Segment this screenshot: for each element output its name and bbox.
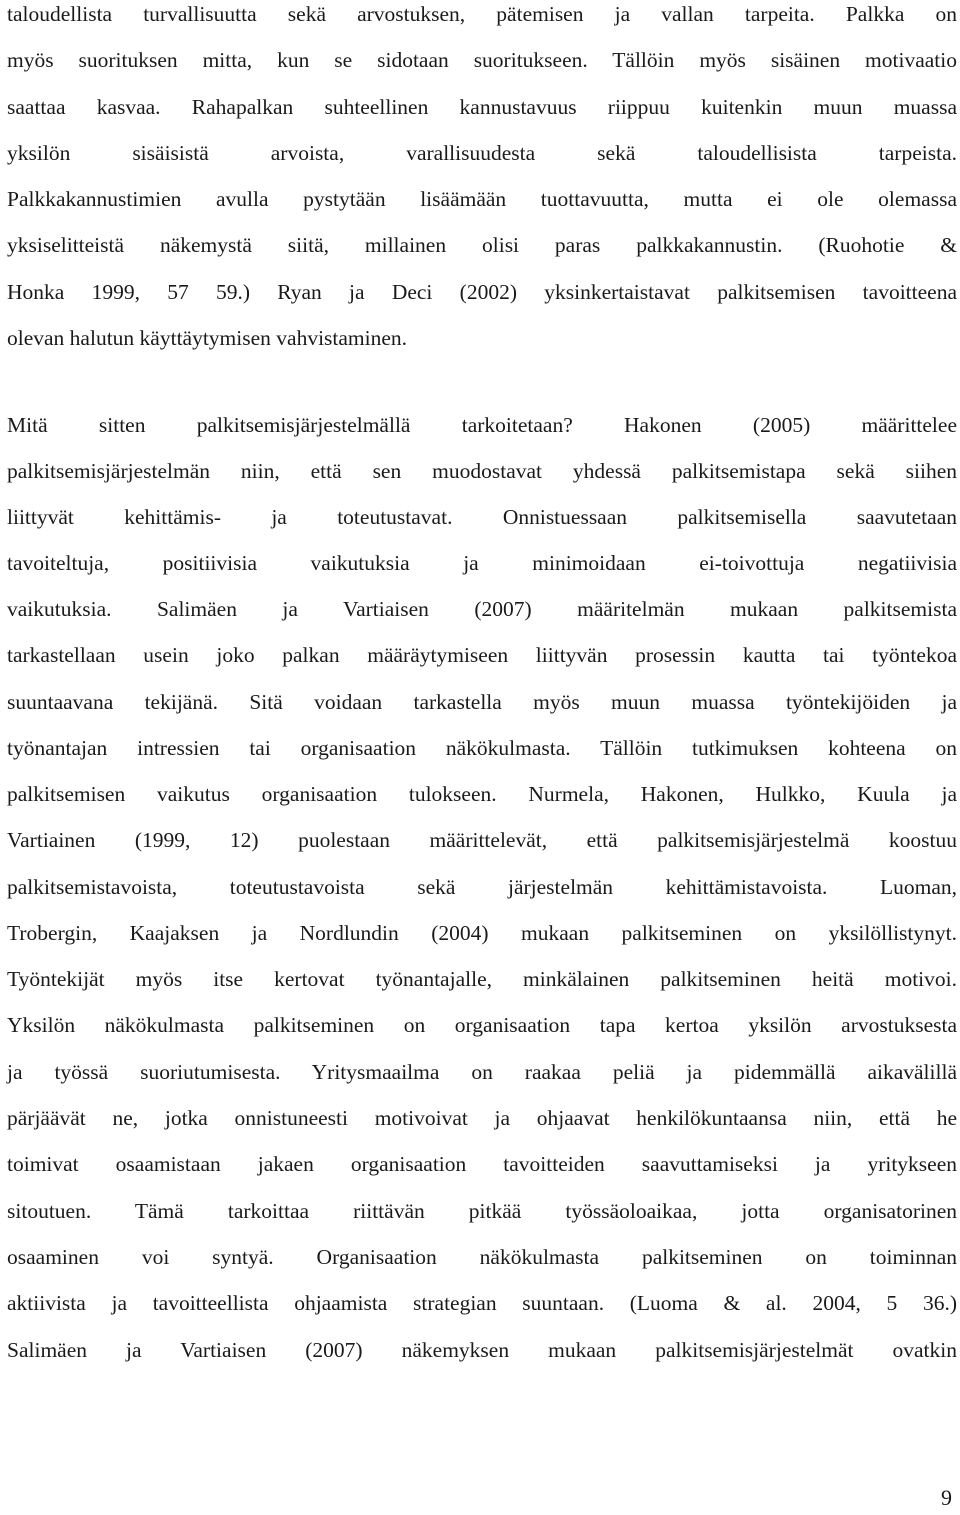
paragraph-2-line-10: Vartiainen (1999, 12) puolestaan määrittelevät, että palkitsemisjärjestelmä koostuu	[7, 828, 957, 852]
paragraph-1-line-6: yksiselitteistä näkemystä siitä, millainen olisi paras palkkakannustin. (Ruohotie &	[7, 233, 957, 257]
paragraph-2-line-15: ja työssä suoriutumisesta. Yritysmaailma on raakaa peliä ja pidemmällä aikavälillä	[7, 1060, 957, 1084]
paragraph-2-line-3: liittyvät kehittämis- ja toteutustavat. Onnistuessaan palkitsemisella saavutetaan	[7, 505, 957, 529]
paragraph-2-line-17: toimivat osaamistaan jakaen organisaation tavoitteiden saavuttamiseksi ja yritykseen	[7, 1152, 957, 1176]
paragraph-1-line-7: Honka 1999, 57 59.) Ryan ja Deci (2002) yksinkertaistavat palkitsemisen tavoitteena	[7, 280, 957, 304]
paragraph-2-line-19: osaaminen voi syntyä. Organisaation näkökulmasta palkitseminen on toiminnan	[7, 1245, 957, 1269]
paragraph-2-line-21: Salimäen ja Vartiaisen (2007) näkemyksen mukaan palkitsemisjärjestelmät ovatkin	[7, 1338, 957, 1362]
paragraph-2-line-1: Mitä sitten palkitsemisjärjestelmällä tarkoitetaan? Hakonen (2005) määrittelee	[7, 413, 957, 437]
paragraph-2-line-9: palkitsemisen vaikutus organisaation tulokseen. Nurmela, Hakonen, Hulkko, Kuula ja	[7, 782, 957, 806]
paragraph-1-line-1: taloudellista turvallisuutta sekä arvostuksen, pätemisen ja vallan tarpeita. Palkka on	[7, 2, 957, 26]
paragraph-1-line-5: Palkkakannustimien avulla pystytään lisäämään tuottavuutta, mutta ei ole olemassa	[7, 187, 957, 211]
page-number: 9	[941, 1485, 952, 1510]
paragraph-2-line-14: Yksilön näkökulmasta palkitseminen on organisaation tapa kertoa yksilön arvostuksesta	[7, 1013, 957, 1037]
paragraph-1-line-3: saattaa kasvaa. Rahapalkan suhteellinen kannustavuus riippuu kuitenkin muun muassa	[7, 95, 957, 119]
paragraph-2-line-5: vaikutuksia. Salimäen ja Vartiaisen (2007) määritelmän mukaan palkitsemista	[7, 597, 957, 621]
paragraph-2-line-11: palkitsemistavoista, toteutustavoista sekä järjestelmän kehittämistavoista. Luoman,	[7, 875, 957, 899]
paragraph-2-line-7: suuntaavana tekijänä. Sitä voidaan tarkastella myös muun muassa työntekijöiden ja	[7, 690, 957, 714]
paragraph-2-line-6: tarkastellaan usein joko palkan määräytymiseen liittyvän prosessin kautta tai työntekoa	[7, 643, 957, 667]
paragraph-2-line-8: työnantajan intressien tai organisaation näkökulmasta. Tällöin tutkimuksen kohteena on	[7, 736, 957, 760]
paragraph-2-line-13: Työntekijät myös itse kertovat työnantajalle, minkälainen palkitseminen heitä motivoi.	[7, 967, 957, 991]
paragraph-1-line-4: yksilön sisäisistä arvoista, varallisuudesta sekä taloudellisista tarpeista.	[7, 141, 957, 165]
paragraph-1-line-2: myös suorituksen mitta, kun se sidotaan suoritukseen. Tällöin myös sisäinen motivaatio	[7, 48, 957, 72]
paragraph-2-line-2: palkitsemisjärjestelmän niin, että sen muodostavat yhdessä palkitsemistapa sekä siihen	[7, 459, 957, 483]
paragraph-2-line-12: Trobergin, Kaajaksen ja Nordlundin (2004) mukaan palkitseminen on yksilöllistynyt.	[7, 921, 957, 945]
paragraph-2-line-20: aktiivista ja tavoitteellista ohjaamista strategian suuntaan. (Luoma & al. 2004, 5 36.)	[7, 1291, 957, 1315]
paragraph-2-line-16: pärjäävät ne, jotka onnistuneesti motivoivat ja ohjaavat henkilökuntaansa niin, että he	[7, 1106, 957, 1130]
paragraph-2-line-4: tavoiteltuja, positiivisia vaikutuksia ja minimoidaan ei-toivottuja negatiivisia	[7, 551, 957, 575]
paragraph-1-line-8: olevan halutun käyttäytymisen vahvistaminen.	[7, 326, 408, 350]
paragraph-2-line-18: sitoutuen. Tämä tarkoittaa riittävän pitkää työssäoloaikaa, jotta organisatorinen	[7, 1199, 957, 1223]
